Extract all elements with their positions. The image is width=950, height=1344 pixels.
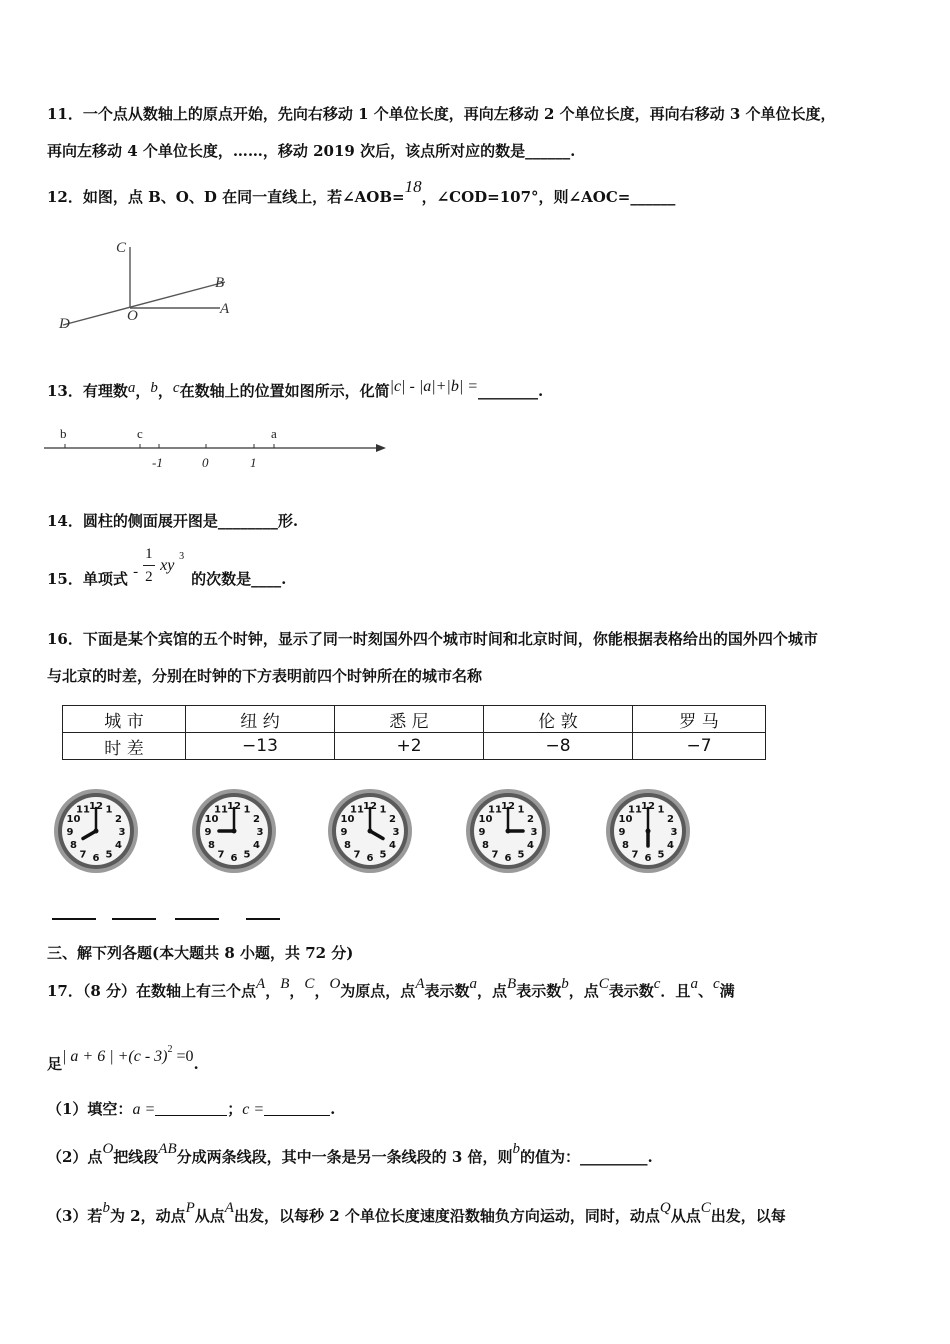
- q13-var-b: b: [150, 380, 158, 396]
- time-difference-table: [62, 705, 766, 760]
- q13-sep2: ，: [157, 382, 173, 400]
- clock-number: 8: [343, 840, 351, 851]
- clock-pivot: [94, 829, 99, 834]
- clock-number: 9: [618, 827, 626, 838]
- clock-number: 3: [670, 827, 678, 838]
- clock-number: 2: [389, 814, 397, 825]
- clock-number: 3: [256, 827, 264, 838]
- clock-number: 5: [379, 849, 387, 861]
- q15-fraction-bar: [143, 565, 155, 566]
- q17-var: A: [256, 976, 266, 992]
- q13-var-a: a: [127, 380, 136, 396]
- q17-text: 从点: [670, 1207, 701, 1225]
- q17-text: 分成两条线段，其中一条是另一条线段的 3 倍，则: [176, 1148, 513, 1166]
- tick-label-1: 1: [250, 455, 257, 470]
- q17-part1: [47, 1098, 335, 1119]
- table-header-cell: 悉 尼: [335, 706, 484, 733]
- clock-number: 7: [217, 849, 225, 861]
- q13-middle: 在数轴上的位置如图所示，化简: [179, 382, 390, 400]
- tick-label-minus1: -1: [152, 455, 163, 470]
- clock-number: 4: [115, 840, 123, 851]
- q12-prefix: 12．如图，点 B、O、D 在同一直线上，若∠AOB=: [47, 188, 405, 206]
- q17-var: C: [700, 1200, 711, 1216]
- answer-blank: [246, 918, 280, 920]
- q17-text: 表示数: [608, 982, 654, 1000]
- q17-text: ．且: [660, 982, 691, 1000]
- clock-number: 5: [657, 849, 665, 861]
- q17-line1: [47, 976, 735, 1001]
- clock-face: [52, 787, 140, 875]
- q13-var-c: c: [172, 380, 180, 396]
- clock-number: 11: [350, 804, 364, 816]
- q12-suffix: ，∠COD=107°，则∠AOC=______: [421, 188, 676, 206]
- clock-number: 4: [389, 840, 397, 851]
- q17-text: 足: [47, 1055, 63, 1073]
- q17-var: AB: [158, 1141, 177, 1157]
- q17-text: 17．（8 分）在数轴上有三个点: [47, 982, 257, 1000]
- q12-angle-value: 18: [404, 177, 422, 196]
- clock-number: 5: [243, 849, 251, 861]
- q14-text: 14．圆柱的侧面展开图是________形.: [47, 512, 299, 530]
- table-row: [63, 733, 766, 760]
- clock-face: [190, 787, 278, 875]
- clock-number: 9: [340, 827, 348, 838]
- q16-line1: 16．下面是某个宾馆的五个时钟，显示了同一时刻国外四个城市时间和北京时间，你能根据表格给出的国外四个城市: [47, 630, 818, 648]
- q17-var: c =: [242, 1101, 265, 1118]
- clock-number: 11: [76, 804, 90, 816]
- answer-blank: [175, 918, 219, 920]
- clock-number: 6: [644, 853, 652, 864]
- q17-line2: [47, 1044, 199, 1074]
- q17-text: ，: [289, 982, 305, 1000]
- clock-number: 6: [92, 853, 100, 864]
- q11-line1: 11．一个点从数轴上的原点开始，先向右移动 1 个单位长度，再向左移动 2 个单位长度，再向右移动 3 个单位长度，: [47, 105, 836, 123]
- q17-condition-expr: | a + 6 | +(c - 3): [62, 1048, 168, 1065]
- line-dob: [63, 282, 225, 325]
- table-cell: −8: [484, 733, 633, 760]
- q17-text: ，: [265, 982, 281, 1000]
- tick-label-0: 0: [202, 455, 209, 470]
- clock-number: 3: [118, 827, 126, 838]
- clock-number: 10: [340, 814, 355, 825]
- axis-arrow: [376, 444, 386, 452]
- q17-var: P: [185, 1200, 195, 1216]
- clock-number: 3: [392, 827, 400, 838]
- table-header-cell: 城 市: [63, 706, 186, 733]
- q17-var: b: [102, 1200, 110, 1216]
- clock-number: 5: [105, 849, 113, 861]
- q17-part2: [47, 1141, 653, 1167]
- answer-blank: [52, 918, 96, 920]
- table-cell: −7: [633, 733, 766, 760]
- clock-number: 12: [227, 801, 241, 812]
- q15-exponent: 3: [179, 551, 185, 562]
- q15-suffix: 的次数是____.: [191, 570, 287, 588]
- clock-number: 12: [641, 801, 655, 812]
- clock-number: 11: [488, 804, 502, 816]
- q17-var: C: [598, 976, 609, 992]
- q13-sep1: ，: [135, 382, 151, 400]
- label-c: c: [137, 426, 143, 441]
- clock-number: 2: [527, 814, 535, 825]
- table-cell: 时 差: [63, 733, 186, 760]
- answer-blank: [264, 1101, 330, 1116]
- q17-var: Q: [659, 1200, 671, 1216]
- clock-number: 4: [667, 840, 675, 851]
- q15-minus: -: [133, 564, 139, 580]
- label-d: D: [59, 316, 70, 332]
- clock-pivot: [646, 829, 651, 834]
- clock-number: 4: [527, 840, 535, 851]
- table-header-cell: 纽 约: [186, 706, 335, 733]
- q13-suffix: ________.: [478, 382, 544, 400]
- q16-line2: 与北京的时差，分别在时钟的下方表明前四个时钟所在的城市名称: [47, 667, 483, 685]
- label-b: B: [215, 275, 225, 291]
- label-b: b: [60, 426, 67, 441]
- clock-number: 9: [478, 827, 486, 838]
- q13-prefix: 13．有理数: [47, 382, 128, 400]
- q17-text: 、: [697, 982, 713, 1000]
- q17-var: A: [415, 976, 425, 992]
- clock-pivot: [232, 829, 237, 834]
- q15-body: xy: [160, 557, 175, 574]
- q17-var: B: [280, 976, 290, 992]
- q17-var: a: [469, 976, 477, 992]
- q17-var: b: [512, 1141, 521, 1157]
- q17-text: 出发，以每: [710, 1207, 786, 1225]
- section-title: 三、解下列各题(本大题共 8 小题，共 72 分): [47, 944, 354, 962]
- label-a: a: [271, 426, 277, 441]
- clock-pivot: [506, 829, 511, 834]
- q17-text: （3）若: [47, 1207, 103, 1225]
- q15-numerator: 1: [145, 546, 153, 562]
- clock-face: [326, 787, 414, 875]
- q12-text: [47, 177, 676, 207]
- q17-text: ，点: [568, 982, 599, 1000]
- q15-monomial: [133, 546, 191, 588]
- q15-prefix: 15．单项式: [47, 570, 128, 588]
- clock-number: 1: [657, 804, 665, 816]
- clock-number: 1: [105, 804, 113, 816]
- clock-number: 12: [89, 801, 103, 812]
- clock-number: 4: [253, 840, 261, 851]
- q17-text: 表示数: [424, 982, 470, 1000]
- q17-text: 从点: [194, 1207, 225, 1225]
- q17-text: 为 2，动点: [109, 1207, 186, 1225]
- q17-text: .: [193, 1055, 199, 1073]
- q13-text: [47, 380, 543, 401]
- q13-expression: |c| - |a|+|b| =: [389, 378, 479, 395]
- q17-text: （1）填空：: [47, 1100, 133, 1118]
- q17-part3: [47, 1200, 786, 1226]
- q15-denominator: 2: [145, 569, 153, 585]
- q17-condition-tail: =0: [172, 1048, 194, 1065]
- table-header-row: [63, 706, 766, 733]
- answer-blank: [112, 918, 156, 920]
- clock-number: 12: [363, 801, 377, 812]
- clock-number: 1: [379, 804, 387, 816]
- label-a: A: [220, 301, 230, 317]
- q17-var: O: [329, 976, 341, 992]
- q17-var: c: [653, 976, 661, 992]
- q17-text: 为原点，点: [340, 982, 416, 1000]
- clock-number: 1: [243, 804, 251, 816]
- q17-var: a: [690, 976, 698, 992]
- q17-text: ，: [314, 982, 330, 1000]
- q17-text: ，点: [477, 982, 508, 1000]
- label-o: O: [127, 308, 138, 324]
- q13-number-line: [44, 425, 394, 475]
- label-c: C: [116, 240, 127, 256]
- q17-var: C: [304, 976, 315, 992]
- q11-line2: 再向左移动 4 个单位长度，……，移动 2019 次后，该点所对应的数是______.: [47, 142, 576, 160]
- clock-number: 3: [530, 827, 538, 838]
- q17-text: .: [330, 1100, 336, 1118]
- clock-number: 1: [517, 804, 525, 816]
- q17-text: 表示数: [516, 982, 562, 1000]
- clock-face: [604, 787, 692, 875]
- q17-var: a =: [132, 1101, 156, 1118]
- answer-blank: [155, 1101, 227, 1116]
- clock-number: 11: [214, 804, 228, 816]
- clock-number: 7: [79, 849, 87, 861]
- clock-number: 8: [621, 840, 629, 851]
- q12-angle-figure: [55, 235, 245, 335]
- table-cell: −13: [186, 733, 335, 760]
- clock-number: 9: [204, 827, 212, 838]
- clock-number: 6: [366, 853, 374, 864]
- clock-pivot: [368, 829, 373, 834]
- q17-condition-exp: 2: [167, 1044, 173, 1055]
- q17-var: A: [224, 1200, 234, 1216]
- clock-number: 10: [66, 814, 81, 825]
- clock-number: 2: [667, 814, 675, 825]
- clock-number: 6: [504, 853, 512, 864]
- q15-text: [47, 546, 287, 589]
- clock-number: 2: [253, 814, 261, 825]
- q17-text: ；: [227, 1100, 243, 1118]
- q17-text: 的值为：_________.: [520, 1148, 653, 1166]
- clock-number: 12: [501, 801, 515, 812]
- clock-number: 10: [204, 814, 219, 825]
- clock-number: 11: [628, 804, 642, 816]
- clock-number: 6: [230, 853, 238, 864]
- clock-number: 7: [631, 849, 639, 861]
- clock-number: 7: [491, 849, 499, 861]
- clock-number: 5: [517, 849, 525, 861]
- q17-var: O: [102, 1141, 114, 1157]
- q17-text: 满: [719, 982, 735, 1000]
- table-header-cell: 伦 敦: [484, 706, 633, 733]
- table-header-cell: 罗 马: [633, 706, 766, 733]
- clock-number: 8: [481, 840, 489, 851]
- clock-number: 8: [207, 840, 215, 851]
- clock-number: 10: [618, 814, 633, 825]
- q17-text: 出发，以每秒 2 个单位长度速度沿数轴负方向运动，同时，动点: [233, 1207, 660, 1225]
- q17-var: b: [561, 976, 569, 992]
- q17-var: c: [712, 976, 720, 992]
- table-cell: +2: [335, 733, 484, 760]
- q17-text: 把线段: [113, 1148, 159, 1166]
- q17-text: （2）点: [47, 1148, 103, 1166]
- clock-number: 9: [66, 827, 74, 838]
- clock-number: 2: [115, 814, 123, 825]
- q17-var: B: [507, 976, 517, 992]
- clock-number: 7: [353, 849, 361, 861]
- clock-face: [464, 787, 552, 875]
- clock-number: 10: [478, 814, 493, 825]
- clock-number: 8: [69, 840, 77, 851]
